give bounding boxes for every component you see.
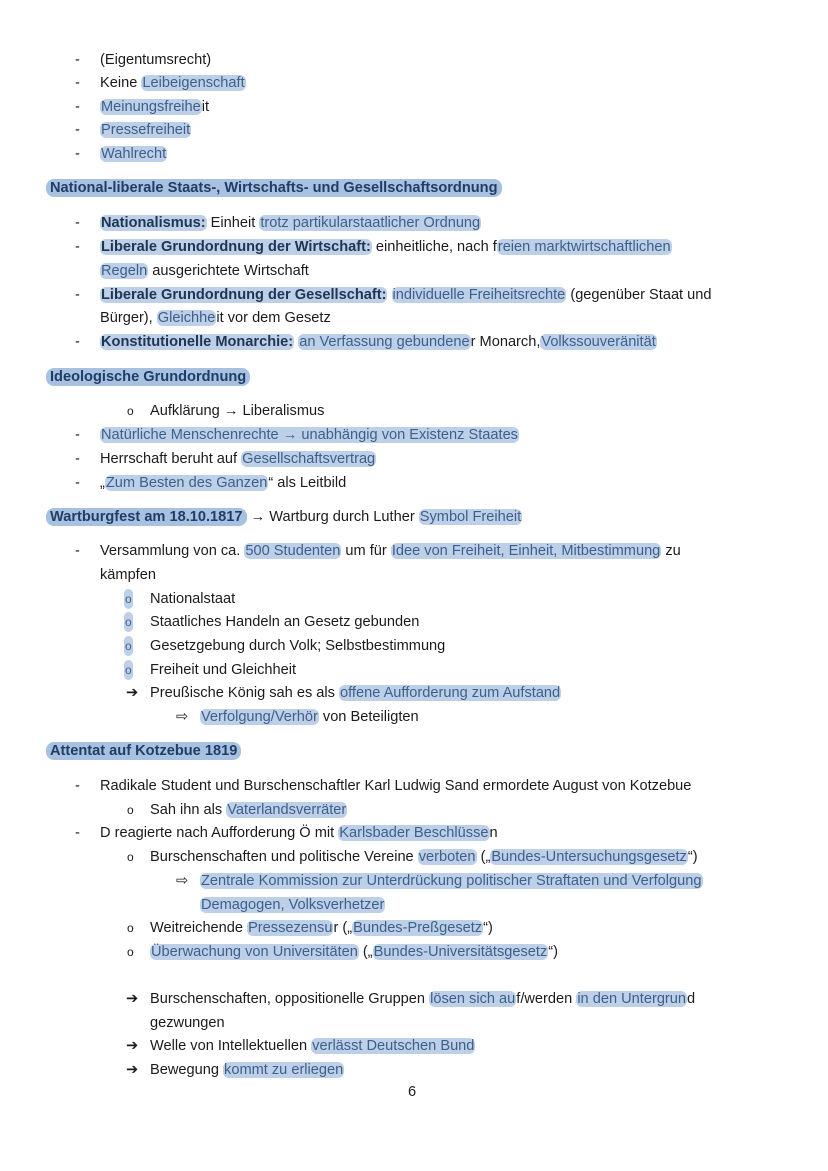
list-item: Liberale Grundordnung der Gesellschaft: individuelle Freiheitsrechte (gegenüber Staat und [101,287,712,303]
list-item: Pressefreiheit [101,122,191,138]
list-item-continuation: kämpfen [100,567,156,583]
sub-item: Freiheit und Gleichheit [150,662,297,678]
arrow-item-continuation: gezwungen [150,1015,225,1031]
arrow-item: Bewegung kommt zu erliegen [150,1062,344,1078]
arrow-item-continuation: Demagogen, Volksverhetzer [201,897,385,913]
arrow-icon: ➔ [126,1062,139,1078]
dash: - [75,427,80,443]
sub-item: Überwachung von Universitäten („Bundes-Universitätsgesetz“) [151,944,558,960]
list-item: „Zum Besten des Ganzen“ als Leitbild [100,475,347,491]
arrow-item: Zentrale Kommission zur Unterdrückung politischer Straftaten und Verfolgung [201,873,702,889]
dash: - [75,239,80,255]
hollow-arrow-icon: ⇨ [176,709,189,725]
page-number: 6 [408,1084,417,1100]
sub-item: Gesetzgebung durch Volk; Selbstbestimmung [150,638,446,654]
section-heading: Attentat auf Kotzebue 1819 [46,741,241,761]
list-item: Konstitutionelle Monarchie: an Verfassung gebundener Monarch,Volkssouveränität [101,334,656,350]
circle-bullet: o [124,660,133,680]
dash: - [75,451,80,467]
circle-bullet: o [127,945,134,959]
list-item: Keine Leibeigenschaft [100,75,245,91]
dash: - [75,287,80,303]
sub-item: Staatliches Handeln an Gesetz gebunden [150,614,420,630]
section-heading: Wartburgfest am 18.10.1817 → Wartburg durch Luther Symbol Freiheit [46,507,522,527]
list-item: Versammlung von ca. 500 Studenten um für Idee von Freiheit, Einheit, Mitbestimmung zu [100,543,681,559]
section-heading: Ideologische Grundordnung [46,367,250,387]
arrow-icon: ➔ [126,1038,139,1054]
list-item: Natürliche Menschenrechte → unabhängig von Existenz Staates [101,427,518,443]
arrow-item: Welle von Intellektuellen verlässt Deutschen Bund [150,1038,475,1054]
list-item: D reagierte nach Aufforderung Ö mit Karlsbader Beschlüssen [100,825,498,841]
dash: - [75,778,80,794]
dash: - [75,825,80,841]
circle-bullet: o [124,589,133,609]
sub-item: Aufklärung → Liberalismus [150,403,325,419]
dash: - [75,543,80,559]
dash: - [75,75,80,91]
list-item-continuation: Regeln ausgerichtete Wirtschaft [101,263,309,279]
list-item: Herrschaft beruht auf Gesellschaftsvertrag [100,451,376,467]
arrow-item: Verfolgung/Verhör von Beteiligten [201,709,419,725]
circle-bullet: o [124,636,133,656]
circle-bullet: o [127,921,134,935]
circle-bullet: o [127,803,134,817]
sub-item: Nationalstaat [150,591,236,607]
list-item: (Eigentumsrecht) [100,52,212,68]
arrow-item: Burschenschaften, oppositionelle Gruppen lösen sich auf/werden in den Untergrund [150,991,696,1007]
circle-bullet: o [124,612,133,632]
dash: - [75,215,80,231]
sub-item: Burschenschaften und politische Vereine verboten („Bundes-Untersuchungsgesetz“) [150,849,698,865]
dash: - [75,99,80,115]
dash: - [75,475,80,491]
circle-bullet: o [127,850,134,864]
section-heading: National-liberale Staats-, Wirtschafts- und Gesellschaftsordnung [46,178,502,198]
circle-bullet: o [127,404,134,418]
dash: - [75,122,80,138]
hollow-arrow-icon: ⇨ [176,873,189,889]
arrow-icon: ➔ [126,685,139,701]
list-item: Radikale Student und Burschenschaftler Karl Ludwig Sand ermordete August von Kotzebue [100,778,692,794]
list-item-continuation: Bürger), Gleichheit vor dem Gesetz [100,310,331,326]
list-item: Meinungsfreiheit [101,99,210,115]
dash: - [75,334,80,350]
dash: - [75,52,80,68]
list-item: Nationalismus: Einheit trotz partikularstaatlicher Ordnung [101,215,481,231]
sub-item: Weitreichende Pressezensur („Bundes-Preßgesetz“) [150,920,493,936]
arrow-icon: ➔ [126,991,139,1007]
sub-item: Sah ihn als Vaterlandsverräter [150,802,347,818]
arrow-item: Preußische König sah es als offene Aufforderung zum Aufstand [150,685,561,701]
dash: - [75,146,80,162]
list-item: Liberale Grundordnung der Wirtschaft: einheitliche, nach freien marktwirtschaftlichen [101,239,671,255]
list-item: Wahlrecht [101,146,167,162]
